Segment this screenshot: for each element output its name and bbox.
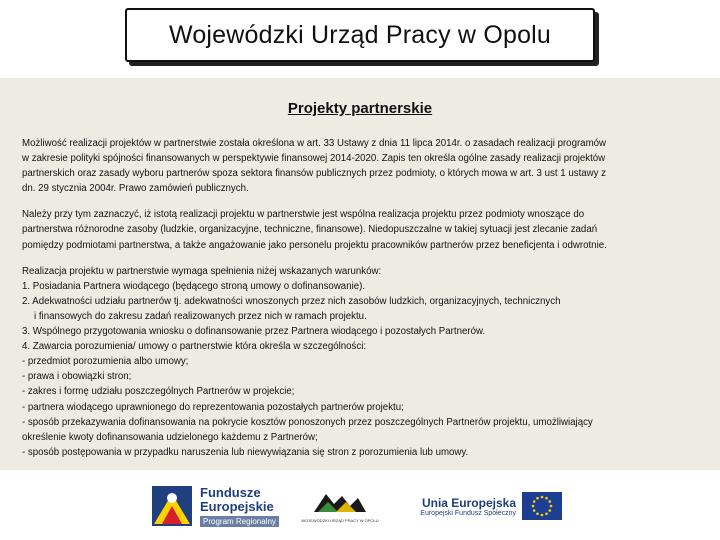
list-item: - sposób postępowania w przypadku naruszenia lub niewywiązania się stron z porozumienia lub umowy. xyxy=(22,446,469,458)
logo-text: WOJEWÓDZKI URZĄD PRACY W OPOLU xyxy=(301,517,379,523)
logo-text: Europejski Fundusz Społeczny xyxy=(420,509,516,517)
list-item: 4. Zawarcia porozumienia/ umowy o partnerstwie która określa w szczególności: xyxy=(22,341,367,353)
wup-opole-logo xyxy=(300,478,380,534)
list-item: i finansowych do zakresu zadań realizowanych przez nich w ramach projektu. xyxy=(34,310,367,322)
list-item: 2. Adekwatności udziału partnerów tj. adekwatności wnoszonych przez nich zasobów ludzkich, organizacyjnych, technicznych xyxy=(22,295,561,307)
text-line: Realizacja projektu w partnerstwie wymaga spełnienia niżej wskazanych warunków: xyxy=(22,265,382,277)
eu-flag-icon xyxy=(522,492,562,520)
text-line: dn. 29 stycznia 2004r. Prawo zamówień publicznych. xyxy=(22,183,249,195)
logo-text: Fundusze xyxy=(200,484,261,500)
paragraph-legal-basis xyxy=(22,136,692,196)
logo-text: Unia Europejska xyxy=(421,495,516,510)
logo-text: Program Regionalny xyxy=(200,516,279,527)
list-item: - prawa i obowiązki stron; xyxy=(22,371,132,383)
text-line: partnerskich oraz zasady wyboru partnerów spoza sektora finansów publicznych przez podmioty, o których mowa w art. 3 ust 1 ustawy z xyxy=(22,168,607,180)
paragraph-conditions xyxy=(22,264,692,460)
section-heading: Projekty partnerskie xyxy=(287,100,433,117)
wup-emblem-icon xyxy=(312,490,368,516)
logo-text: Europejskie xyxy=(200,498,274,514)
list-item: 1. Posiadania Partnera wiodącego (będącego stroną umowy o dofinansowanie). xyxy=(22,280,366,292)
list-item: - sposób przekazywania dofinansowania na pokrycie kosztów ponoszonych przez poszczególnych Partnerów projektu, umożliwiający xyxy=(22,416,593,428)
text-line: Należy przy tym zaznaczyć, iż istotą realizacji projektu w partnerstwie jest wspólna realizacja projektu przez podmioty wnoszące do xyxy=(22,209,585,221)
document-body xyxy=(22,136,692,471)
header-title-box xyxy=(125,8,595,62)
text-line: w zakresie polityki spójności finansowanych w perspektywie finansowej 2014-2020. Zapis ten określa ogólne zasady realizacji projektów xyxy=(22,153,606,165)
list-item: - zakres i formę udziału poszczególnych Partnerów w projekcie; xyxy=(22,386,295,398)
unia-europejska-logo xyxy=(392,478,562,534)
text-line: partnerstwa różnorodne zasoby (ludzkie, organizacyjne, techniczne, finansowe). Niedopuszczalne w takiej sytuacji jest zlecanie zadań xyxy=(22,224,598,236)
fundusze-europejskie-icon xyxy=(150,484,194,528)
paragraph-essence xyxy=(22,207,692,252)
text-line: pomiędzy podmiotami partnerstwa, a także angażowanie jako personelu projektu pracowników partnerów przez beneficjenta i odwrotnie. xyxy=(22,239,607,251)
list-item: - partnera wiodącego uprawnionego do reprezentowania pozostałych partnerów projektu; xyxy=(22,401,404,413)
text-line: Możliwość realizacji projektów w partnerstwie została określona w art. 33 Ustawy z dnia 11 lipca 2014r. o zasadach realizacji programów xyxy=(22,138,607,149)
fundusze-europejskie-logo xyxy=(150,478,300,534)
page-title: Wojewódzki Urząd Pracy w Opolu xyxy=(168,20,552,49)
list-item: - przedmiot porozumienia albo umowy; xyxy=(22,356,189,368)
list-item: 3. Wspólnego przygotowania wniosku o dofinansowanie przez Partnera wiodącego i pozostałych Partnerów. xyxy=(22,326,486,338)
list-item: określenie kwoty dofinansowania udzielonego każdemu z Partnerów; xyxy=(22,431,318,443)
